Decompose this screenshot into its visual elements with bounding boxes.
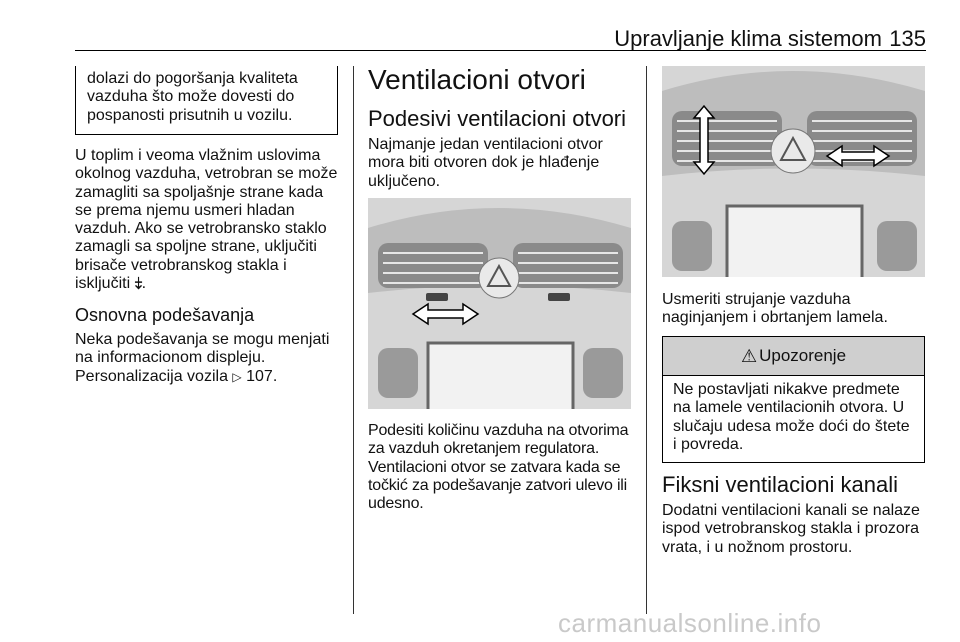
text-line: udesno.	[368, 495, 424, 513]
text-line: Usmeriti strujanje vazduha	[662, 291, 851, 308]
text-line: mora biti otvoren dok je hlađenje	[368, 154, 600, 172]
text-line: Neka podešavanja se mogu menjati	[75, 331, 330, 348]
vent-illustration-louvres	[662, 66, 925, 277]
paragraph-settings	[75, 331, 350, 386]
page-number: 135	[889, 26, 926, 51]
text-line: zamagli sa spoljne strane, uključiti	[75, 238, 317, 256]
text-line: i povreda.	[673, 435, 744, 453]
text-line: se prema njemu usmeri hladan	[75, 201, 295, 219]
text-line: naginjanjem i obrtanjem lamela.	[662, 309, 888, 327]
text-line: Ventilacioni otvor se zatvara kada se	[368, 458, 621, 476]
text-line: na informacionom displeju.	[75, 349, 266, 367]
cross-reference-link[interactable]: Personalizacija vozila ▷ 107.	[75, 367, 278, 385]
text-line: točkić za podešavanje zatvori ulevo ili	[368, 476, 628, 494]
note-line: pospanosti prisutnih u vozilu.	[87, 106, 293, 124]
vent-illustration-regulator	[368, 198, 631, 409]
text-line: Dodatni ventilacioni kanali se nalaze	[662, 502, 920, 519]
text-line: slučaju udesa može doći do štete	[673, 417, 910, 435]
running-header-title: Upravljanje klima sistemom	[614, 26, 882, 51]
wiper-icon: ⤈	[134, 275, 142, 293]
column-divider-2	[646, 66, 647, 614]
text-line: vrata, i u nožnom prostoru.	[662, 538, 853, 556]
warning-title: Upozorenje	[759, 346, 847, 365]
paragraph-fixed-vents	[662, 502, 937, 557]
watermark: carmanualsonline.info	[558, 608, 822, 638]
link-text: Personalizacija vozila	[75, 367, 228, 385]
link-page-number: 107	[246, 367, 273, 385]
header-rule	[75, 50, 926, 51]
page-reference-arrow-icon: ▷	[232, 369, 242, 384]
text-line: brisače vetrobranskog stakla i	[75, 256, 287, 274]
chapter-heading-vents: Ventilacioni otvori	[368, 64, 586, 95]
note-line: vazduha što može dovesti do	[87, 88, 295, 106]
paragraph-intro	[368, 136, 638, 191]
text-line: okolnog vazduha, vetrobran se može	[75, 165, 338, 183]
text-line: uključeno.	[368, 172, 441, 190]
paragraph-regulator	[368, 422, 643, 513]
section-heading-fixed-vents: Fiksni ventilacioni kanali	[662, 472, 898, 497]
section-heading-basic-settings: Osnovna podešavanja	[75, 305, 255, 325]
text-line: Ne postavljati nikakve predmete	[673, 381, 900, 398]
vent-louvres-drawing	[662, 66, 925, 277]
text-line: zamagliti sa spoljašnje strane kada	[75, 183, 324, 201]
vent-drawing	[368, 198, 631, 409]
caption-louvres	[662, 291, 932, 328]
text-line: za vazduh okretanjem regulatora.	[368, 440, 600, 458]
note-line: dolazi do pogoršanja kvaliteta	[87, 70, 298, 87]
text-line: vazduh. Ako se vetrobransko staklo	[75, 220, 327, 238]
warning-body	[663, 376, 924, 459]
section-heading-adjustable-vents: Podesivi ventilacioni otvori	[368, 106, 627, 131]
text-line: Najmanje jedan ventilacioni otvor	[368, 136, 603, 153]
text-line: na lamele ventilacionih otvora. U	[673, 399, 905, 417]
text-fragment: .	[141, 275, 147, 293]
text-line	[75, 275, 350, 293]
text-line: Podesiti količinu vazduha na otvorima	[368, 422, 629, 439]
note-box	[75, 66, 338, 135]
text-fragment: isključiti	[75, 275, 131, 293]
paragraph-windshield	[75, 147, 350, 293]
text-line: U toplim i veoma vlažnim uslovima	[75, 147, 321, 164]
warning-header	[663, 337, 924, 376]
text-line: ispod vetrobranskog stakla i prozora	[662, 520, 920, 538]
column-divider-1	[353, 66, 354, 614]
warning-icon: ⚠	[740, 345, 758, 366]
warning-box	[662, 336, 925, 463]
